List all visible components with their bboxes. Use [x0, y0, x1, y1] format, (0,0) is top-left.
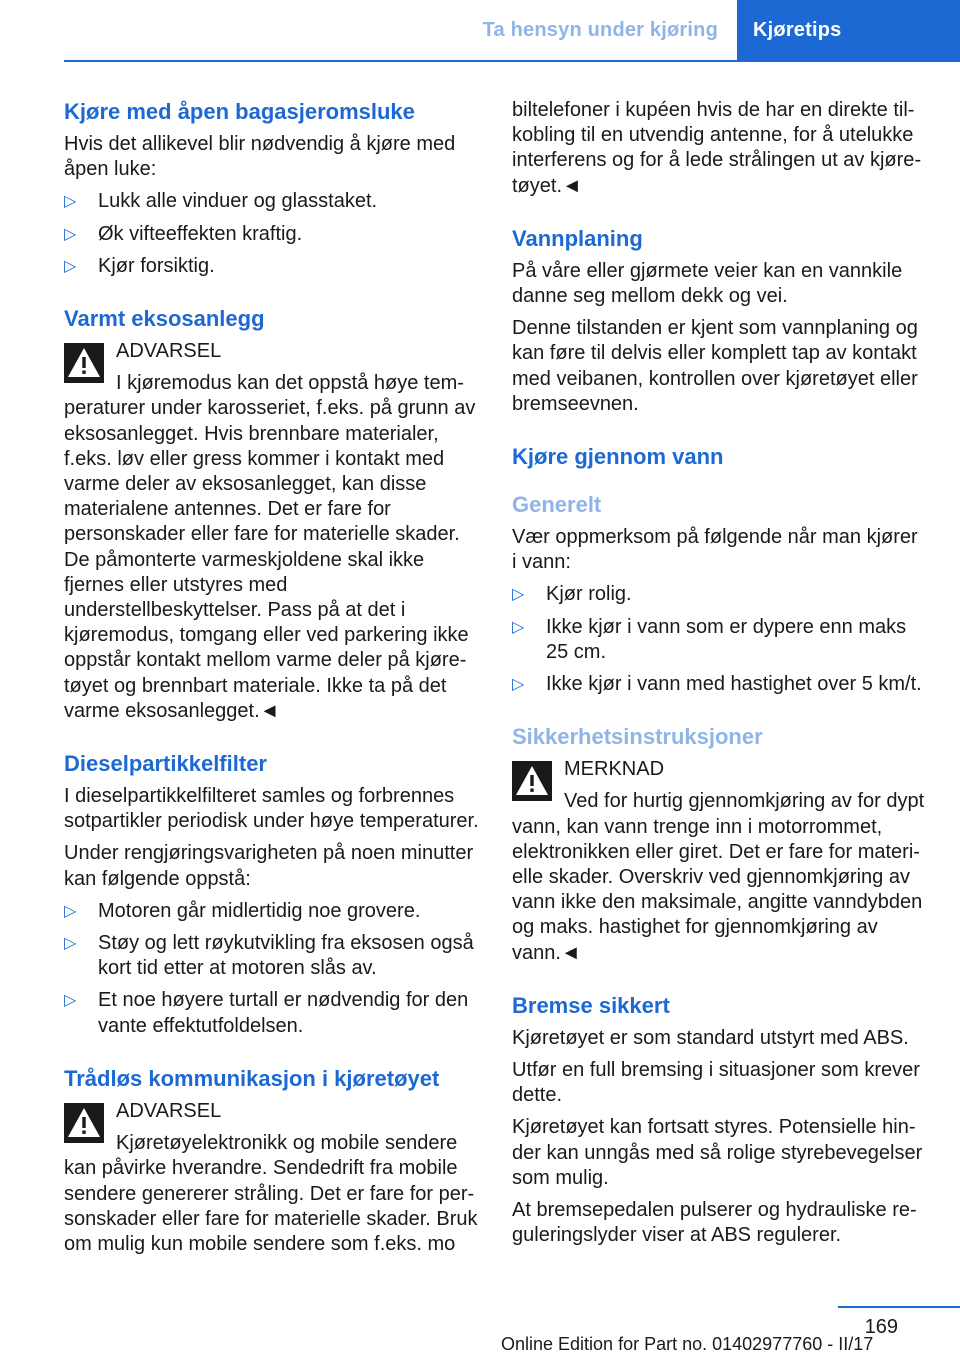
- list-item: ▷ Et noe høyere turtall er nødvendig for den vante effektutfoldelsen.: [64, 989, 469, 1037]
- bullet-triangle-icon: ▷: [64, 935, 77, 953]
- warning-box: [64, 339, 479, 724]
- heading-water-driving: Kjøre gjennom vann: [512, 444, 724, 470]
- left-column: [64, 98, 479, 1264]
- list-item: ▷ Øk vifteeffekten kraftig.: [64, 222, 479, 247]
- section-water-driving: [512, 443, 927, 966]
- page-header: [0, 0, 960, 62]
- heading-wireless: Trådløs kommunikasjon i kjøretøyet: [64, 1065, 440, 1091]
- water-list: [512, 582, 927, 697]
- bullet-triangle-icon: ▷: [512, 618, 525, 636]
- dpf-paragraph-1: I dieselpartikkelfilteret samles og forbrennes sotpartikler periodisk under høye temperaturer.: [64, 785, 479, 833]
- heading-open-trunk: Kjøre med åpen bagasjeromsluke: [64, 99, 415, 124]
- heading-dpf: Dieselpartikkelfilter: [64, 751, 267, 777]
- warning-label: ADVARSEL: [116, 1099, 222, 1122]
- footer-rule: [838, 1306, 960, 1308]
- bullet-triangle-icon: ▷: [64, 992, 77, 1010]
- braking-paragraph-1: Kjøretøyet er som standard utstyrt med ABS.: [512, 1026, 909, 1049]
- list-item: ▷ Ikke kjør i vann med hastighet over 5 km/t.: [512, 672, 927, 697]
- bullet-triangle-icon: ▷: [64, 225, 77, 243]
- section-dpf: [64, 750, 479, 1039]
- list-item: ▷ Kjør forsiktig.: [64, 254, 479, 279]
- header-section-title[interactable]: Ta hensyn under kjøring: [482, 18, 718, 41]
- aquaplaning-paragraph-2: Denne tilstanden er kjent som vannplaning og kan føre til delvis eller komplett tap av kontakt med veibanen, kontrollen over kjøretøyet eller bremseevnen.: [512, 317, 918, 415]
- page-number: 169: [864, 1316, 898, 1338]
- open-trunk-list: [64, 189, 479, 279]
- section-braking: [512, 992, 927, 1249]
- bullet-triangle-icon: ▷: [64, 902, 77, 920]
- braking-paragraph-2: Utfør en full bremsing i situasjoner som krever dette.: [512, 1059, 920, 1107]
- edition-note: Online Edition for Part no. 01402977760 - II/17: [501, 1334, 874, 1354]
- list-item: ▷ Kjør rolig.: [512, 582, 927, 607]
- open-trunk-intro: Hvis det allikevel blir nødvendig å kjøre med åpen luke:: [64, 133, 456, 181]
- warning-icon: [64, 343, 104, 383]
- section-open-trunk: [64, 98, 479, 279]
- section-aquaplaning: [512, 225, 927, 417]
- notice-label: MERKNAD: [564, 758, 665, 781]
- header-rule: [64, 60, 960, 62]
- notice-box: [512, 757, 927, 966]
- section-wireless: [64, 1065, 479, 1257]
- section-hot-exhaust: [64, 305, 479, 724]
- list-item: ▷ Motoren går midlertidig noe grovere.: [64, 899, 479, 924]
- notice-text: Ved for hurtig gjennomkjøring av for dypt vann, kan vann trenge inn i motorrommet, elektronikken eller giret. Det er fare for materielle skader. Overskriv ved gjennomkjøring av vann ikke den maksimale, angitte vanndybden og maks. hastighet for gjennomkjøring av vann.◄: [512, 790, 925, 964]
- subheading-general: Generelt: [512, 492, 602, 518]
- bullet-triangle-icon: ▷: [64, 257, 77, 275]
- warning-box: [64, 1099, 479, 1257]
- right-column: [512, 98, 927, 1256]
- warning-icon: [64, 1103, 104, 1143]
- subheading-safety: Sikkerhetsinstruksjoner: [512, 724, 763, 750]
- list-item: ▷ Støy og lett røykutvikling fra eksosen også kort tid etter at motoren slås av.: [64, 932, 474, 980]
- bullet-triangle-icon: ▷: [64, 193, 77, 211]
- heading-braking: Bremse sikkert: [512, 992, 670, 1018]
- continued-text: biltelefoner i kupéen hvis de har en direkte tilkobling til en utvendig antenne, for å utelukke interferens og for å lede strålingen ut av kjøretøyet.◄: [512, 99, 922, 197]
- warning-text: I kjøremodus kan det oppstå høye temperaturer under karosseriet, f.eks. på grunn av eksosanlegget. Hvis brennbare materialer, f.eks. løv eller gress kommer i kontakt med varme deler av eksosanlegget, kan disse materialene antennes. Det er fare for personskader eller fare for materielle skader. De påmonterte varmeskjoldene skal ikke fjernes eller utstyres med understellbeskyttelser. Pass på at det i kjøremodus, tomgang eller ved parkering ikke oppstår kontakt mellom varme deler på kjøretøyet og brennbart materiale. Ikke ta på det varme eksosanlegget.◄: [64, 372, 476, 722]
- list-item: ▷ Ikke kjør i vann som er dypere enn maks 25 cm.: [512, 615, 907, 663]
- warning-icon: [512, 761, 552, 801]
- header-active-tab[interactable]: Kjøretips: [737, 0, 960, 60]
- bullet-triangle-icon: ▷: [512, 676, 525, 694]
- water-intro: Vær oppmerksom på følgende når man kjører i vann:: [512, 526, 918, 574]
- warning-text: Kjøretøyelektronikk og mobile sendere kan påvirke hverandre. Sendedrift fra mobile sendere genererer stråling. Det er fare for personskader eller fare for materielle skader. Bruk om mulig kun mobile sendere som f.eks. mo: [64, 1132, 478, 1255]
- list-item: ▷ Lukk alle vinduer og glasstaket.: [64, 189, 479, 214]
- braking-paragraph-3: Kjøretøyet kan fortsatt styres. Potensielle hinder kan unngås med så rolige styrebevegelser som mulig.: [512, 1116, 923, 1189]
- aquaplaning-paragraph-1: På våre eller gjørmete veier kan en vannkile danne seg mellom dekk og vei.: [512, 259, 903, 308]
- bullet-triangle-icon: ▷: [512, 586, 525, 604]
- warning-label: ADVARSEL: [116, 340, 222, 363]
- braking-paragraph-4: At bremsepedalen pulserer og hydrauliske reguleringslyder viser at ABS regulerer.: [512, 1199, 917, 1247]
- heading-aquaplaning: Vannplaning: [512, 225, 643, 251]
- dpf-list: [64, 899, 479, 1039]
- heading-hot-exhaust: Varmt eksosanlegg: [64, 306, 265, 332]
- dpf-paragraph-2: Under rengjøringsvarigheten på noen minutter kan følgende oppstå:: [64, 842, 474, 890]
